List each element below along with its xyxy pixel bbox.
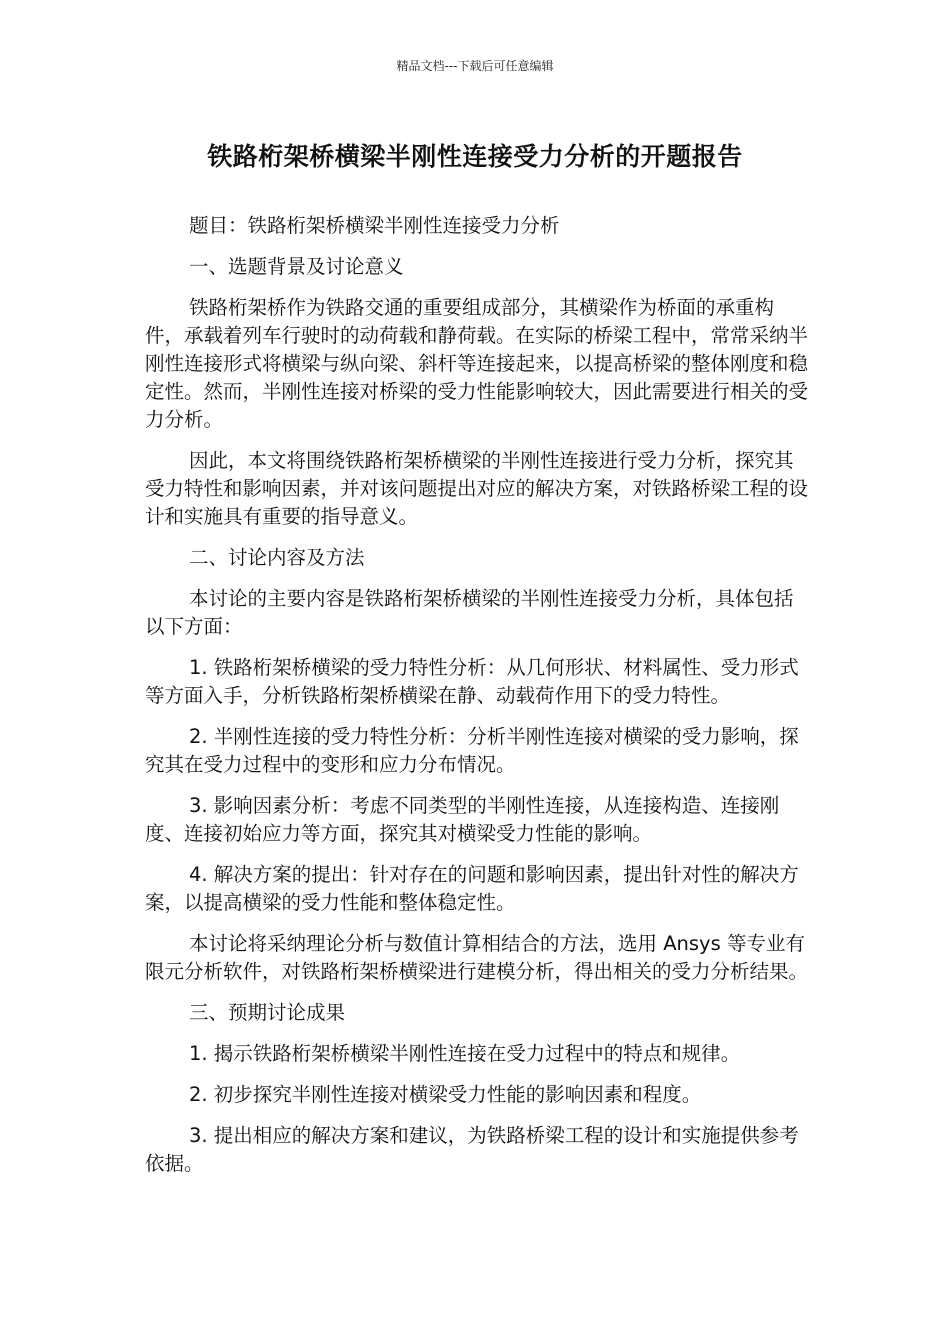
section-heading-background: 一、选题背景及讨论意义 bbox=[189, 255, 404, 278]
document-body bbox=[145, 212, 809, 1191]
list-item-outcomes-2: 2. 初步探究半刚性连接对横梁受力性能的影响因素和程度。 bbox=[189, 1083, 702, 1106]
paragraph-background: 铁路桁架桥作为铁路交通的重要组成部分，其横梁作为桥面的承重构件，承载着列车行驶时的动荷载和静荷载。在实际的桥梁工程中，常常采纳半刚性连接形式将横梁与纵向梁、斜杆等连接起来，以提高桥梁的整体刚度和稳定性。然而，半刚性连接对桥梁的受力性能影响较大，因此需要进行相关的受力分析。 bbox=[145, 296, 809, 431]
list-item-outcomes-3: 3. 提出相应的解决方案和建议，为铁路桥梁工程的设计和实施提供参考依据。 bbox=[145, 1124, 799, 1175]
list-item-methods-2: 2. 半刚性连接的受力特性分析：分析半刚性连接对横梁的受力影响，探究其在受力过程中的变形和应力分布情况。 bbox=[145, 725, 799, 776]
section-heading-methods: 二、讨论内容及方法 bbox=[189, 546, 365, 569]
list-item-methods-1: 1. 铁路桁架桥横梁的受力特性分析：从几何形状、材料属性、受力形式等方面入手，分析铁路桁架桥横梁在静、动载荷作用下的受力特性。 bbox=[145, 656, 799, 707]
list-item-outcomes-1: 1. 揭示铁路桁架桥横梁半刚性连接在受力过程中的特点和规律。 bbox=[189, 1042, 741, 1065]
paragraph-purpose: 因此，本文将围绕铁路桁架桥横梁的半刚性连接进行受力分析，探究其受力特性和影响因素，并对该问题提出对应的解决方案，对铁路桥梁工程的设计和实施具有重要的指导意义。 bbox=[145, 449, 809, 528]
paragraph-methods-approach: 本讨论将采纳理论分析与数值计算相结合的方法，选用 Ansys 等专业有限元分析软件，对铁路桁架桥横梁进行建模分析，得出相关的受力分析结果。 bbox=[145, 932, 809, 983]
list-item-methods-3: 3. 影响因素分析：考虑不同类型的半刚性连接，从连接构造、连接刚度、连接初始应力等方面，探究其对横梁受力性能的影响。 bbox=[145, 794, 780, 845]
header-note: 精品文档---下载后可任意编辑 bbox=[396, 59, 554, 73]
list-item-methods-4: 4. 解决方案的提出：针对存在的问题和影响因素，提出针对性的解决方案，以提高横梁的受力性能和整体稳定性。 bbox=[145, 863, 799, 914]
document-title: 铁路桁架桥横梁半刚性连接受力分析的开题报告 bbox=[207, 142, 743, 171]
paragraph-methods-intro: 本讨论的主要内容是铁路桁架桥横梁的半刚性连接受力分析，具体包括以下方面： bbox=[145, 587, 794, 638]
topic-line: 题目：铁路桁架桥横梁半刚性连接受力分析 bbox=[189, 214, 560, 237]
section-heading-outcomes: 三、预期讨论成果 bbox=[189, 1001, 346, 1024]
